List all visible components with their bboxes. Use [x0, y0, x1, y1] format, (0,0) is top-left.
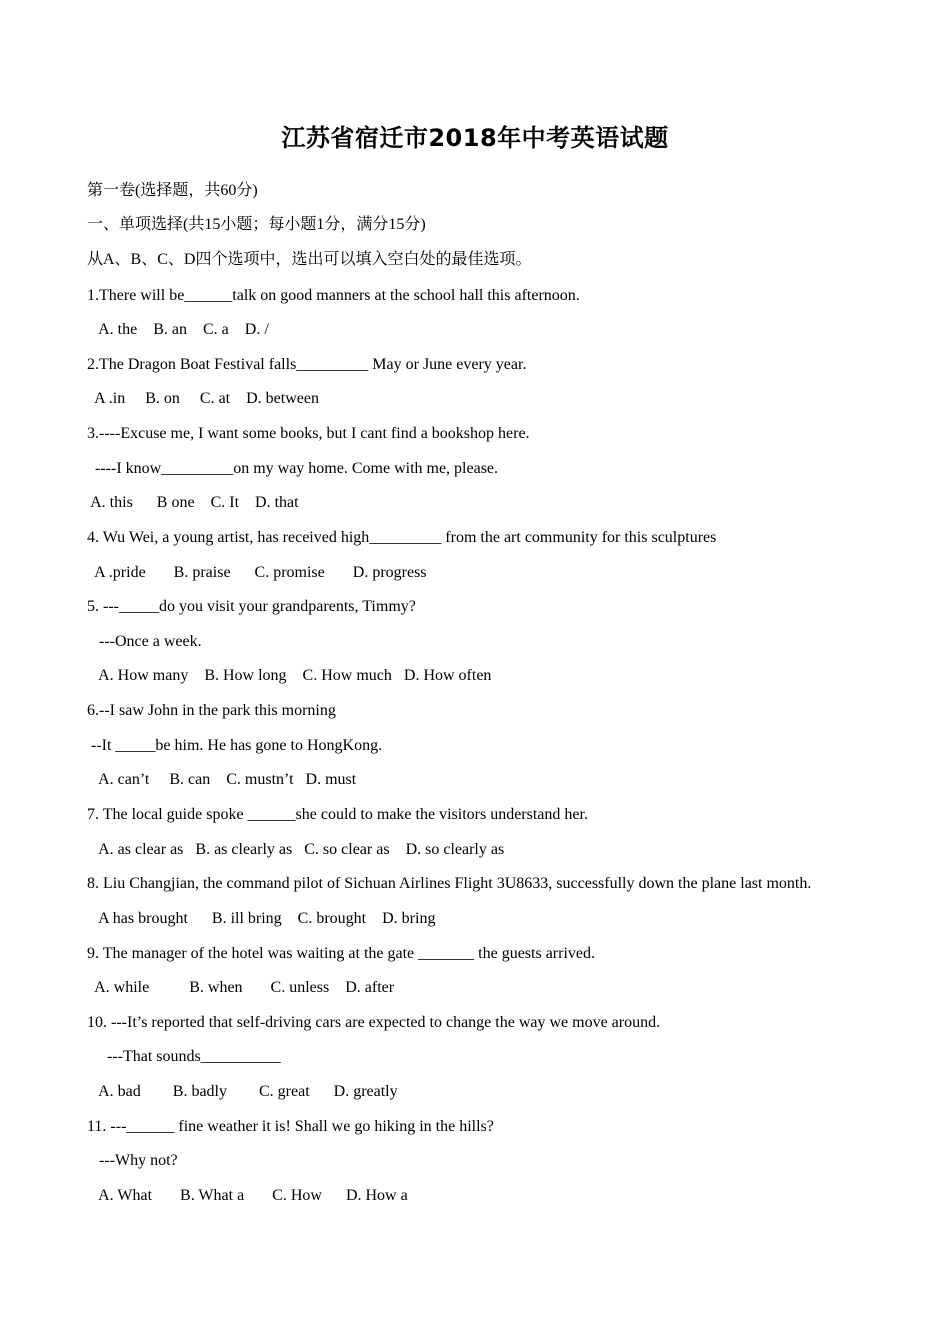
question-3-reply: ----I know_________on my way home. Come with me, please.	[87, 460, 499, 477]
question-4-options: A .pride B. praise C. promise D. progress	[87, 564, 427, 581]
question-3-stem: 3.----Excuse me, I want some books, but I cant find a bookshop here.	[87, 425, 530, 442]
question-5-options: A. How many B. How long C. How much D. How often	[87, 667, 492, 684]
question-8-options: A has brought B. ill bring C. brought D. bring	[87, 910, 436, 927]
question-5-reply: ---Once a week.	[87, 633, 202, 650]
question-5-stem: 5. ---_____do you visit your grandparents, Timmy?	[87, 598, 416, 615]
question-10-options: A. bad B. badly C. great D. greatly	[87, 1083, 398, 1100]
part-heading: 一、单项选择(共15小题；每小题1分，满分15分)	[87, 216, 426, 233]
question-6-stem: 6.--I saw John in the park this morning	[87, 702, 336, 719]
question-8-stem: 8. Liu Changjian, the command pilot of Sichuan Airlines Flight 3U8633, successfully down the plane last month.	[87, 875, 812, 892]
question-7-options: A. as clear as B. as clearly as C. so clear as D. so clearly as	[87, 841, 505, 858]
question-6-options: A. can’t B. can C. mustn’t D. must	[87, 771, 357, 788]
question-6-reply: --It _____be him. He has gone to HongKong.	[87, 737, 383, 754]
question-1-options: A. the B. an C. a D. /	[87, 321, 269, 338]
question-3-options: A. this B one C. It D. that	[87, 494, 299, 511]
question-9-stem: 9. The manager of the hotel was waiting at the gate _______ the guests arrived.	[87, 945, 595, 962]
question-2-options: A .in B. on C. at D. between	[87, 390, 319, 407]
question-10-stem: 10. ---It’s reported that self-driving cars are expected to change the way we move around.	[87, 1014, 661, 1031]
question-11-reply: ---Why not?	[87, 1152, 178, 1169]
page-title: 江苏省宿迁市2018年中考英语试题	[281, 124, 669, 152]
question-1-stem: 1.There will be______talk on good manners at the school hall this afternoon.	[87, 287, 580, 304]
question-11-options: A. What B. What a C. How D. How a	[87, 1187, 408, 1204]
question-11-stem: 11. ---______ fine weather it is! Shall we go hiking in the hills?	[87, 1118, 494, 1135]
question-7-stem: 7. The local guide spoke ______she could to make the visitors understand her.	[87, 806, 588, 823]
question-9-options: A. while B. when C. unless D. after	[87, 979, 395, 996]
question-4-stem: 4. Wu Wei, a young artist, has received high_________ from the art community for this sculptures	[87, 529, 717, 546]
instructions: 从A、B、C、D四个选项中，选出可以填入空白处的最佳选项。	[87, 251, 532, 268]
section-heading: 第一卷(选择题，共60分)	[87, 182, 258, 199]
question-2-stem: 2.The Dragon Boat Festival falls_________ May or June every year.	[87, 356, 527, 373]
question-10-reply: ---That sounds__________	[87, 1048, 281, 1065]
